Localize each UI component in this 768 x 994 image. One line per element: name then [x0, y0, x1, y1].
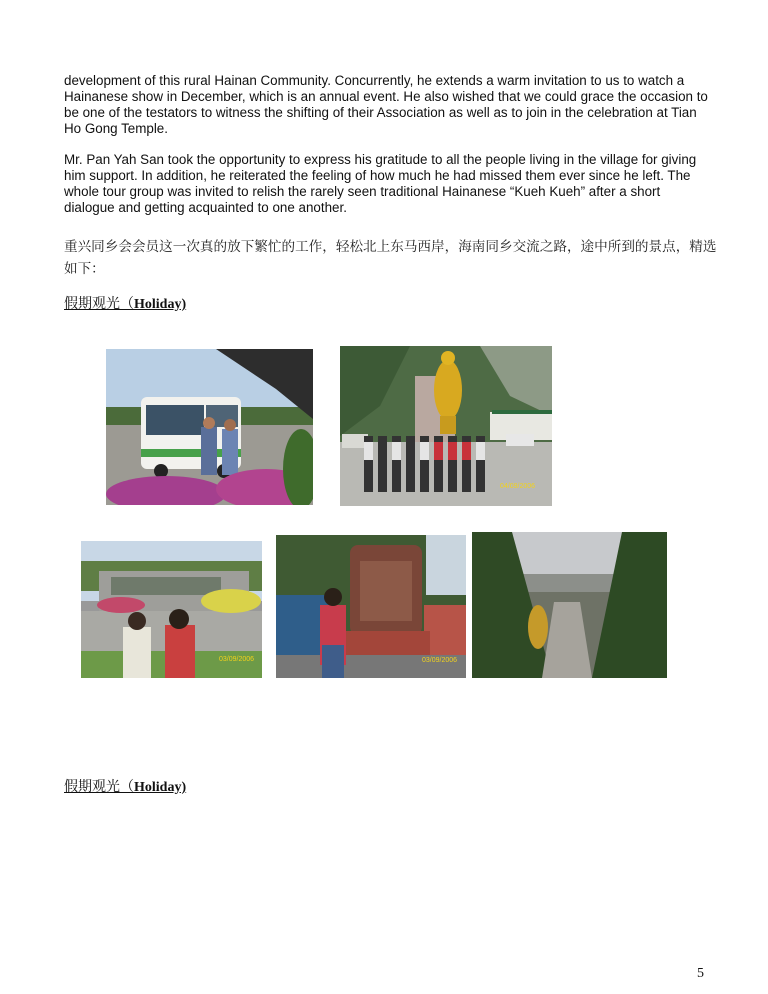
- chinese-paragraph: 重兴同乡会会员这一次真的放下繁忙的工作，轻松北上东马西岸，海南同乡交流之路，途中所到的景点，精选如下：: [64, 239, 717, 277]
- monument-photo: [276, 535, 466, 678]
- heading-2-en: Holiday): [134, 780, 187, 795]
- temple-statue-photo: [340, 346, 552, 506]
- body-paragraph-1: development of this rural Hainan Community. Concurrently, he extends a warm invitation to us to watch a Hainanese show in December, which is an annual event. He also wished that we could grace the occasion to be one of the testators to witness the shifting of their Association as well as to join in the celebration at Tian Ho Gong Temple.: [64, 73, 708, 136]
- body-paragraph-2: Mr. Pan Yah San took the opportunity to express his gratitude to all the people living in the village for giving him support. In addition, he reiterated the feeling of how much he had missed them ever since he left. The whole tour group was invited to relish the rarely seen traditional Hainanese “Kueh Kueh” after a short dialogue and getting acquainted to one another.: [64, 152, 697, 215]
- city-view-photo: [472, 532, 667, 678]
- section-heading-2: [64, 776, 186, 796]
- section-heading-1: [64, 293, 186, 313]
- bus-photo: [106, 349, 313, 505]
- page-number: 5: [697, 966, 704, 981]
- date-stamp: 03/09/2006: [422, 657, 458, 664]
- date-stamp: 03/09/2006: [219, 656, 255, 663]
- date-stamp: 04/09/2006: [500, 483, 536, 490]
- heading-1-zh: 假期观光（: [64, 296, 134, 312]
- garden-photo: [81, 541, 262, 678]
- heading-2-zh: 假期观光（: [64, 779, 134, 795]
- heading-1-en: Holiday): [134, 297, 187, 312]
